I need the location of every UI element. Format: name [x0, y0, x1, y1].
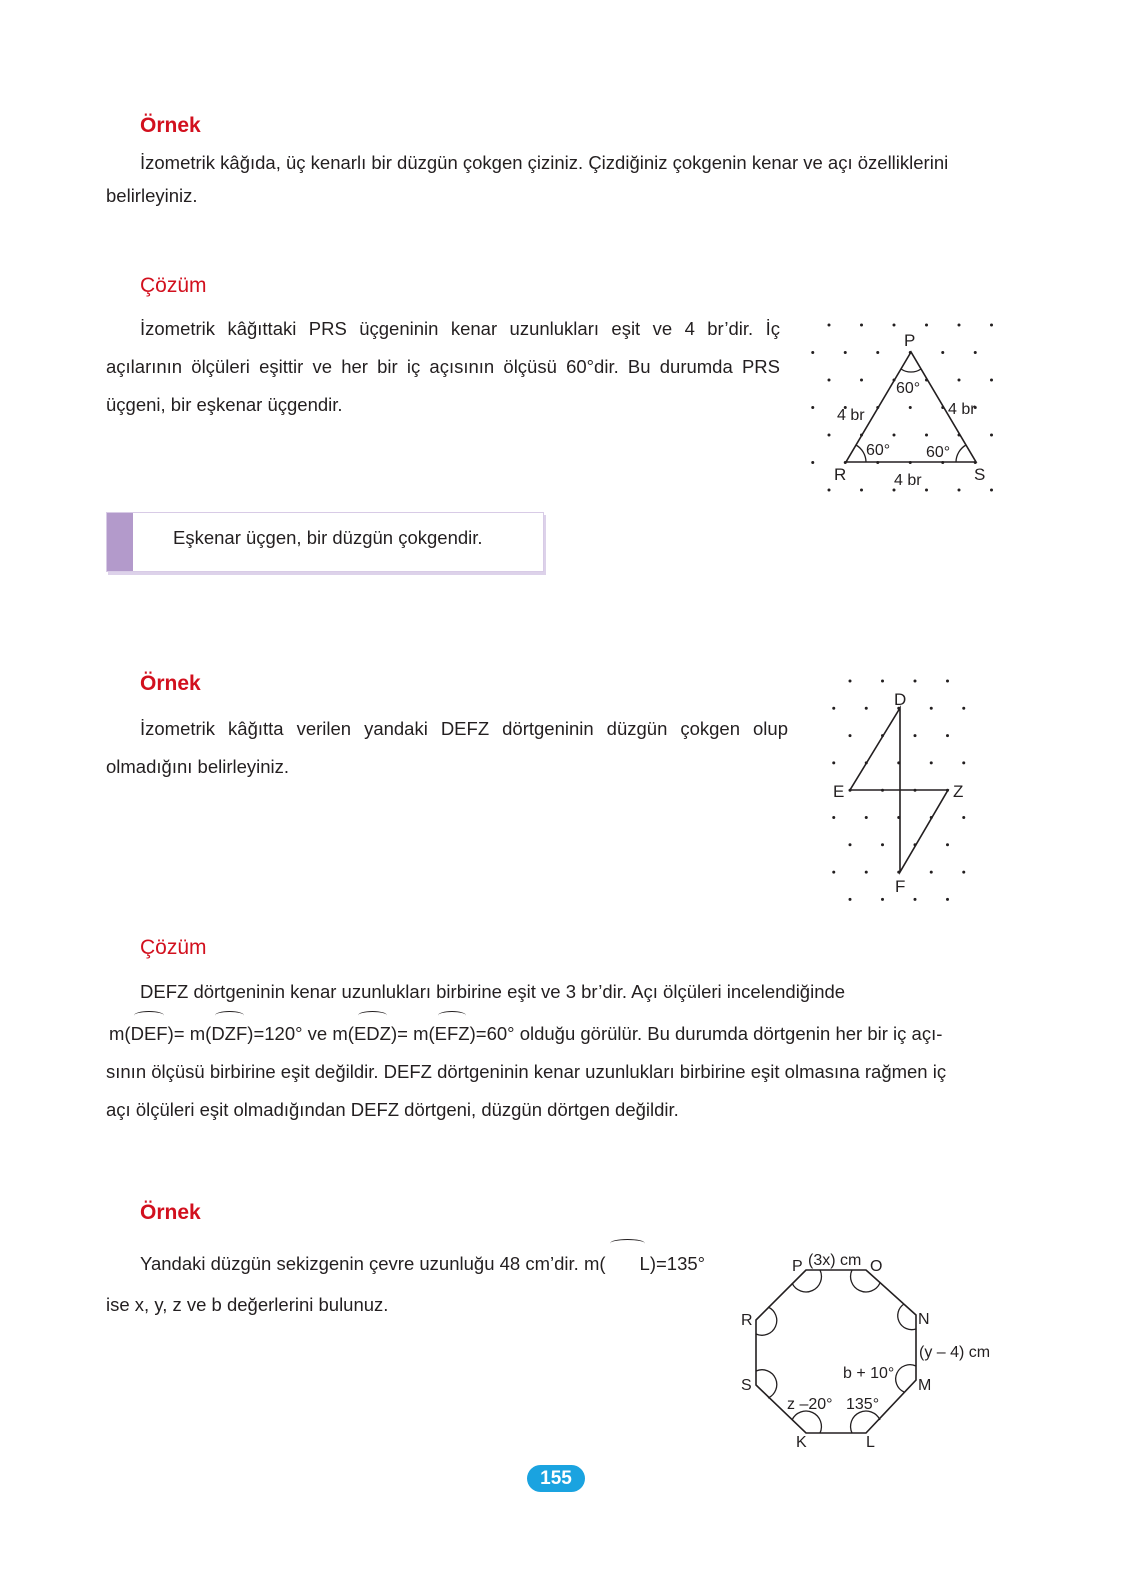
grid-dot: [811, 406, 814, 409]
grid-dot: [832, 761, 835, 764]
svg-text:4 br: 4 br: [894, 472, 922, 489]
svg-text:P: P: [792, 1258, 803, 1275]
grid-dot: [925, 434, 928, 437]
grid-dot: [881, 898, 884, 901]
grid-dot: [930, 761, 933, 764]
grid-dot: [828, 489, 831, 492]
svg-text:135°: 135°: [846, 1396, 880, 1413]
svg-text:E: E: [833, 782, 845, 801]
grid-dot: [909, 406, 912, 409]
svg-text:4 br: 4 br: [837, 407, 865, 424]
grid-dot: [974, 351, 977, 354]
svg-text:F: F: [895, 877, 906, 896]
grid-dot: [828, 434, 831, 437]
grid-dot: [844, 351, 847, 354]
svg-text:z –20°: z –20°: [787, 1396, 833, 1413]
example-text: [106, 146, 1006, 212]
svg-text:60°: 60°: [866, 442, 891, 459]
grid-dot: [865, 871, 868, 874]
svg-text:L: L: [866, 1434, 875, 1451]
grid-dot: [832, 871, 835, 874]
rhombus-diagram: [820, 670, 980, 910]
grid-dot: [914, 898, 917, 901]
grid-dot: [958, 489, 961, 492]
grid-dot: [990, 434, 993, 437]
svg-text:S: S: [974, 465, 986, 484]
svg-text:M: M: [918, 1377, 932, 1394]
grid-dot: [876, 351, 879, 354]
svg-text:b + 10°: b + 10°: [843, 1365, 895, 1382]
grid-dot: [832, 707, 835, 710]
regular-octagon: [756, 1270, 916, 1433]
text-line: İzometrik kâğıda, üç kenarlı bir düzgün çokgen çiziniz. Çizdiğiniz çokgenin kenar ve açı özelliklerini: [140, 152, 949, 173]
svg-text:O: O: [870, 1258, 883, 1275]
grid-dot: [962, 707, 965, 710]
grid-dot: [860, 324, 863, 327]
grid-dot: [811, 351, 814, 354]
grid-dot: [865, 816, 868, 819]
grid-dot: [958, 379, 961, 382]
grid-dot: [881, 680, 884, 683]
solution-heading: Çözüm: [140, 274, 207, 297]
grid-dot: [925, 489, 928, 492]
grid-dot: [811, 461, 814, 464]
grid-dot: [990, 324, 993, 327]
svg-text:R: R: [741, 1312, 753, 1329]
svg-text:60°: 60°: [926, 444, 951, 461]
grid-dot: [958, 324, 961, 327]
info-note: [106, 512, 544, 572]
grid-dot: [828, 324, 831, 327]
text-line: belirleyiniz.: [106, 185, 198, 206]
grid-dot: [893, 324, 896, 327]
svg-text:(y – 4) cm: (y – 4) cm: [919, 1344, 991, 1361]
grid-dot: [860, 489, 863, 492]
svg-text:4 br: 4 br: [948, 401, 976, 418]
grid-dot: [832, 816, 835, 819]
triangle-diagram: [800, 310, 1010, 500]
example-heading: Örnek: [140, 672, 201, 695]
svg-text:D: D: [894, 690, 907, 709]
note-text: Eşkenar üçgen, bir düzgün çokgendir.: [173, 527, 483, 548]
grid-dot: [962, 871, 965, 874]
svg-text:(3x) cm: (3x) cm: [808, 1252, 862, 1269]
grid-dot: [990, 489, 993, 492]
example-heading: Örnek: [140, 1201, 201, 1224]
grid-dot: [930, 707, 933, 710]
solution-heading: Çözüm: [140, 936, 207, 959]
grid-dot: [925, 324, 928, 327]
svg-text:S: S: [741, 1377, 752, 1394]
math-line: m(DEF)= m(DZF)=120° ve m(EDZ)= m(EFZ)=60° olduğu görülür. Bu durumda dörtgenin her bir iç açı-: [106, 1015, 1006, 1053]
grid-dot: [849, 843, 852, 846]
grid-dot: [893, 434, 896, 437]
grid-dot: [962, 761, 965, 764]
grid-dot: [962, 816, 965, 819]
page-number: 155: [527, 1465, 585, 1492]
svg-text:P: P: [904, 331, 916, 350]
grid-dot: [849, 734, 852, 737]
text-line: sının ölçüsü birbirine eşit değildir. DEFZ dörtgeninin kenar uzunlukları birbirine eşit olmasına rağmen iç: [106, 1061, 947, 1082]
grid-dot: [914, 734, 917, 737]
grid-dot: [946, 843, 949, 846]
octagon-diagram: [730, 1245, 1010, 1455]
svg-text:N: N: [918, 1311, 930, 1328]
grid-dot: [941, 351, 944, 354]
text-line: açı ölçüleri eşit olmadığından DEFZ dörtgeni, düzgün dörtgen değildir.: [106, 1099, 679, 1120]
solution-text: [106, 973, 1006, 1129]
example-text: İzometrik kâğıtta verilen yandaki DEFZ dörtgeninin düzgün çokgen olup olmadığını belirleyiniz.: [106, 718, 788, 777]
grid-dot: [930, 871, 933, 874]
grid-dot: [946, 898, 949, 901]
example-text: Yandaki düzgün sekizgenin çevre uzunluğu 48 cm’dir. m( L)=135° ise x, y, z ve b değerlerini bulunuz.: [106, 1243, 746, 1325]
grid-dot: [849, 898, 852, 901]
grid-dot: [990, 379, 993, 382]
grid-dot: [865, 707, 868, 710]
grid-dot: [828, 379, 831, 382]
svg-text:R: R: [834, 465, 847, 484]
quadrilateral-defz: [850, 708, 948, 872]
grid-dot: [849, 680, 852, 683]
example-heading: Örnek: [140, 114, 201, 137]
grid-dot: [881, 843, 884, 846]
text-line: DEFZ dörtgeninin kenar uzunlukları birbirine eşit ve 3 br’dir. Açı ölçüleri incelendiğinde: [140, 981, 846, 1002]
note-accent-bar: [107, 513, 133, 571]
svg-text:K: K: [796, 1434, 807, 1451]
grid-dot: [946, 680, 949, 683]
svg-text:Z: Z: [953, 782, 964, 801]
grid-dot: [860, 379, 863, 382]
grid-dot: [946, 734, 949, 737]
grid-dot: [914, 680, 917, 683]
solution-text: İzometrik kâğıttaki PRS üçgeninin kenar uzunlukları eşit ve 4 br’dir. İç açılarının ölçüleri eşittir ve her bir iç açısının ölçüsü 60°dir. Bu durumda PRS üçgeni, bir eşkenar üçgendir.: [106, 318, 780, 415]
svg-text:60°: 60°: [896, 380, 921, 397]
